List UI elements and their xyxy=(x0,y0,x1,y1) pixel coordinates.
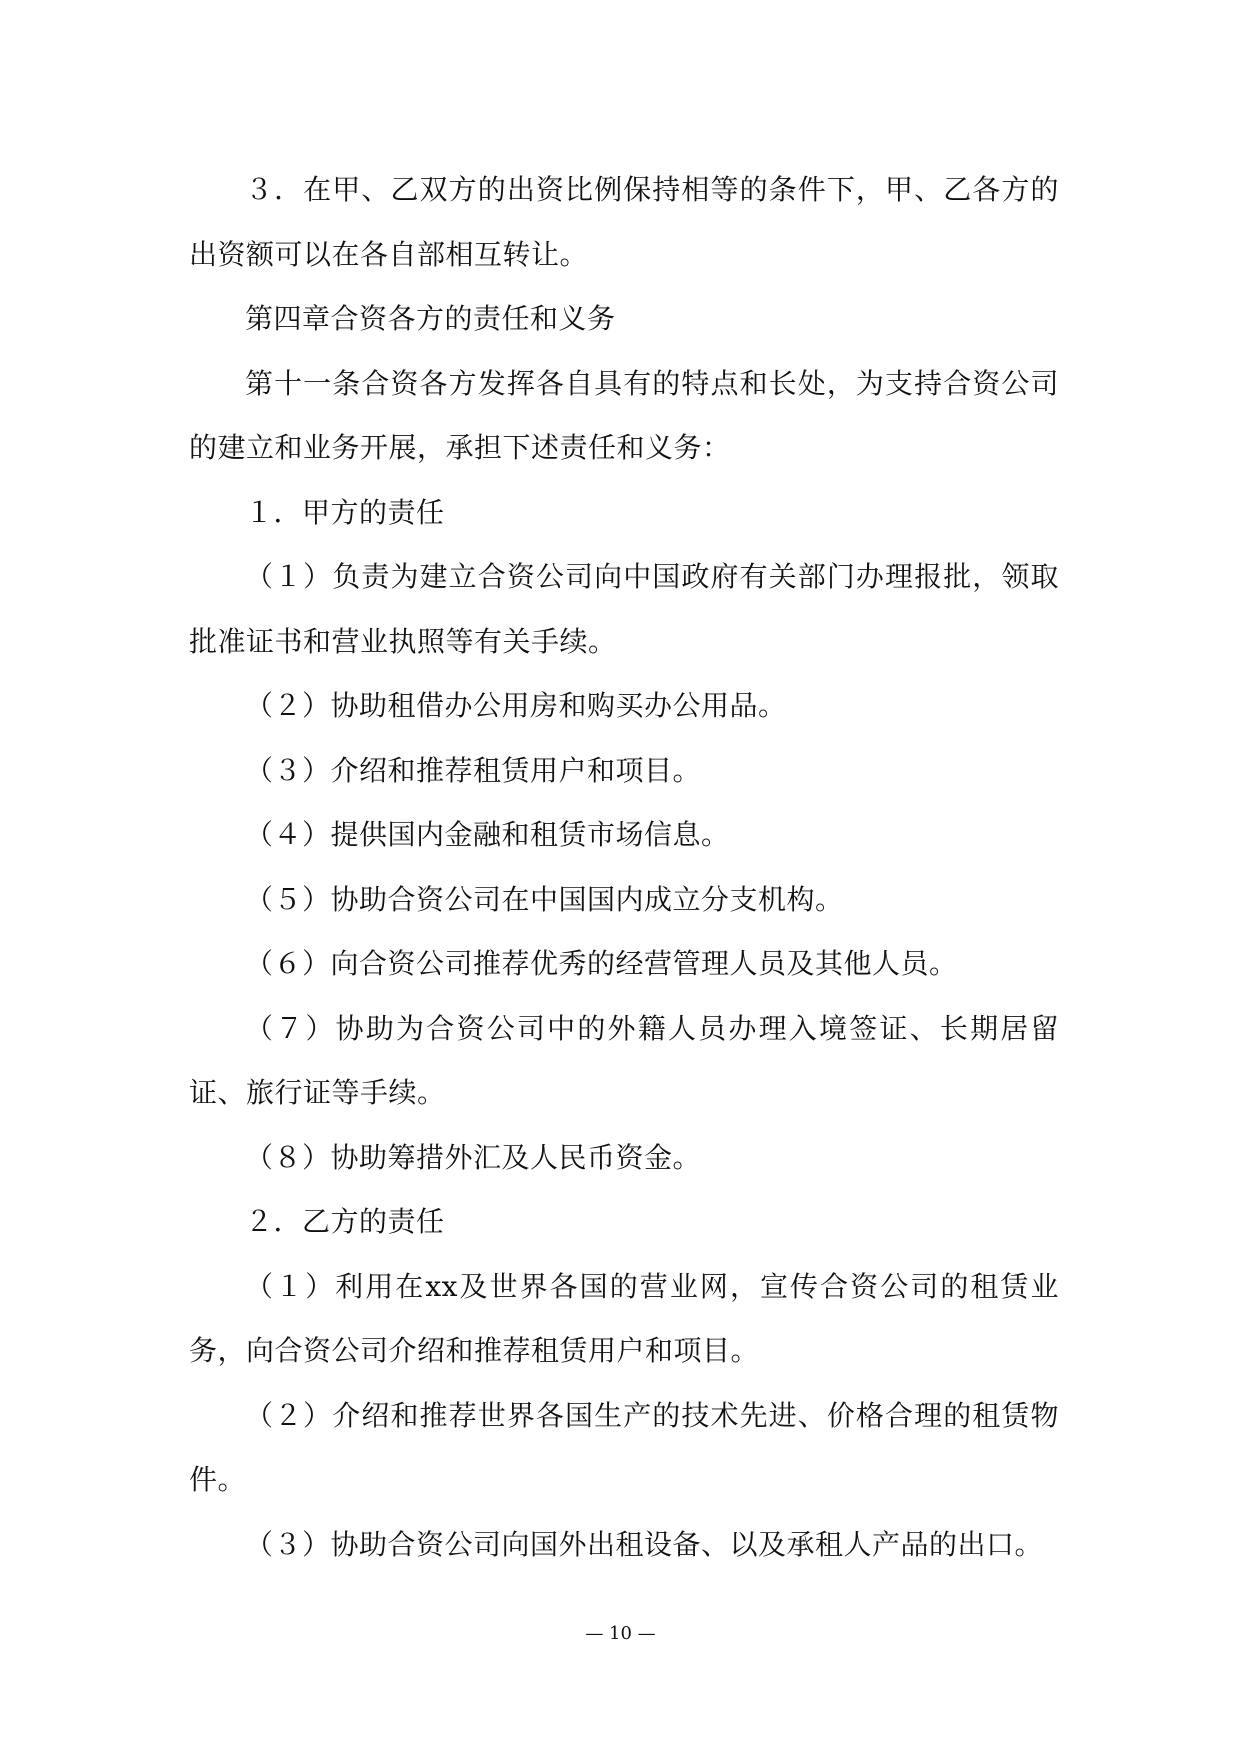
party-a-item-1: （１）负责为建立合资公司向中国政府有关部门办理报批，领取批准证书和营业执照等有关手续。 xyxy=(189,560,1059,658)
page-number: — 10 — xyxy=(585,1623,656,1644)
party-b-heading: ２．乙方的责任 xyxy=(245,1205,445,1238)
party-b-item-2: （２）介绍和推荐世界各国生产的技术先进、价格合理的租赁物件。 xyxy=(189,1398,1059,1496)
party-a-heading: １．甲方的责任 xyxy=(245,495,445,529)
party-a-item-5: （５）协助合资公司在中国国内成立分支机构。 xyxy=(245,882,844,916)
paragraph-capital-transfer: ３．在甲、乙双方的出资比例保持相等的条件下，甲、乙各方的出资额可以在各自部相互转让。 xyxy=(189,173,1059,271)
party-b-item-3: （３）协助合资公司向国外出租设备、以及承租人产品的出口。 xyxy=(245,1527,1044,1561)
party-b-item-1: （１）利用在xx及世界各国的营业网，宣传合资公司的租赁业务，向合资公司介绍和推荐租赁用户和项目。 xyxy=(189,1269,1059,1367)
party-a-item-6: （６）向合资公司推荐优秀的经营管理人员及其他人员。 xyxy=(245,947,958,980)
party-a-item-2: （２）协助租借办公用房和购买办公用品。 xyxy=(245,689,787,722)
document-body xyxy=(189,158,1059,1577)
party-a-item-7: （７）协助为合资公司中的外籍人员办理入境签证、长期居留证、旅行证等手续。 xyxy=(189,1011,1059,1109)
chapter-heading: 第四章合资各方的责任和义务 xyxy=(245,302,616,335)
party-a-item-4: （４）提供国内金融和租赁市场信息。 xyxy=(245,818,730,851)
paragraph-article-11: 第十一条合资各方发挥各自具有的特点和长处，为支持合资公司的建立和业务开展，承担下述责任和义务： xyxy=(189,366,1059,464)
party-a-item-8: （８）协助筹措外汇及人民币资金。 xyxy=(245,1140,702,1174)
party-a-item-3: （３）介绍和推荐租赁用户和项目。 xyxy=(245,753,702,787)
